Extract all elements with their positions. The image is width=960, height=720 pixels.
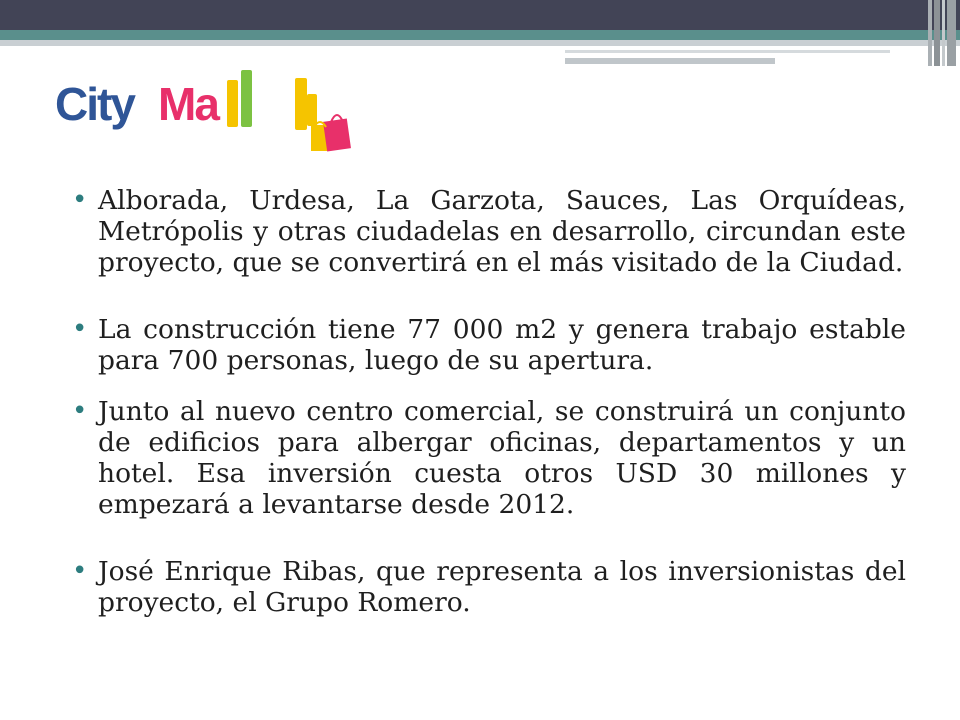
header-grey-band — [0, 40, 960, 46]
bullet-icon: • — [72, 556, 88, 586]
header-accent-line — [565, 50, 890, 53]
bullet-text: La construcción tiene 77 000 m2 y genera trabajo estable para 700 personas, luego de su apertura. — [98, 314, 906, 376]
bullet-icon: • — [72, 185, 88, 215]
bullet-text: Junto al nuevo centro comercial, se construirá un conjunto de edificios para albergar oficinas, departamentos y un hotel. Esa inversión cuesta otros USD 30 millones y empezará a levantarse desde 2012. — [98, 396, 906, 520]
header-accent-line-2 — [565, 58, 775, 64]
bullet-item — [70, 556, 906, 618]
corner-stripe — [947, 0, 956, 66]
svg-text:Ma: Ma — [158, 78, 218, 130]
bullet-text: José Enrique Ribas, que representa a los inversionistas del proyecto, el Grupo Romero. — [98, 556, 906, 618]
bullet-item — [70, 396, 906, 520]
bullet-text: Alborada, Urdesa, La Garzota, Sauces, Las Orquídeas, Metrópolis y otras ciudadelas en desarrollo, circundan este proyecto, que se convertirá en el más visitado de la Ciudad. — [98, 185, 906, 278]
corner-stripe — [934, 0, 940, 66]
bullet-item — [70, 185, 906, 278]
citymall-logo — [55, 70, 355, 160]
svg-text:City: City — [55, 78, 134, 130]
corner-stripe — [942, 0, 945, 66]
bullet-list — [70, 183, 906, 618]
header-bar — [0, 0, 960, 30]
bullet-icon: • — [72, 396, 88, 426]
bullet-icon: • — [72, 314, 88, 344]
corner-stripe — [928, 0, 932, 66]
bullet-item — [70, 314, 906, 376]
header-teal-band — [0, 30, 960, 40]
